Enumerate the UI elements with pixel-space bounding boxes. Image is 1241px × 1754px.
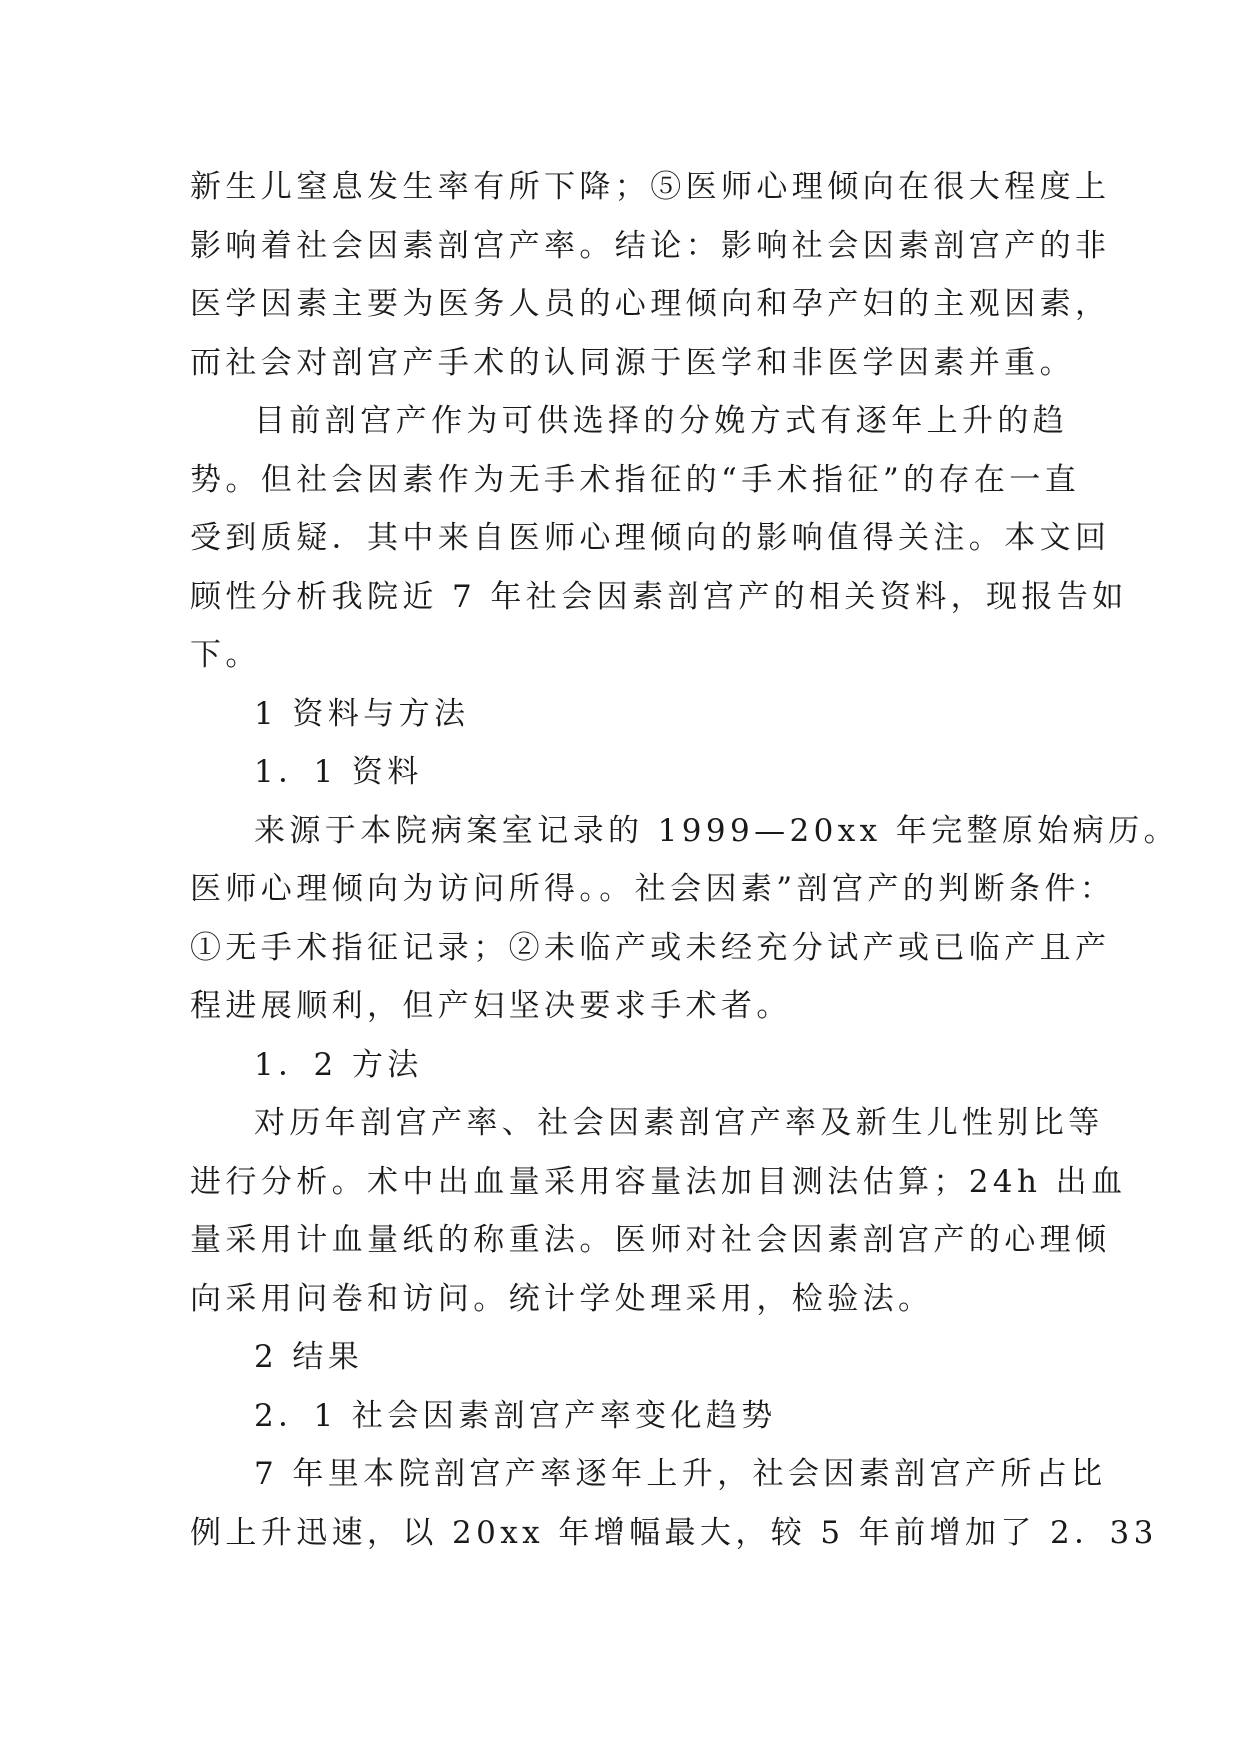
- text-line: 医学因素主要为医务人员的心理倾向和孕产妇的主观因素，: [190, 286, 1111, 322]
- text-line: 顾性分析我院近 7 年社会因素剖宫产的相关资料，现报告如: [190, 578, 1128, 615]
- text-line: 程进展顺利，但产妇坚决要求手术者。: [190, 988, 792, 1024]
- paragraph-first-line: 对历年剖宫产率、社会因素剖宫产率及新生儿性别比等: [254, 1105, 1104, 1141]
- text-line: 影响着社会因素剖宫产率。结论：影响社会因素剖宫产的非: [190, 227, 1111, 264]
- text-line: 医师心理倾向为访问所得。。社会因素”剖宫产的判断条件：: [190, 871, 1116, 907]
- text-line: 下。: [190, 637, 261, 673]
- text-line: 量采用计血量纸的称重法。医师对社会因素剖宫产的心理倾: [190, 1222, 1111, 1258]
- subsection-heading: 1．2 方法: [254, 1046, 423, 1083]
- text-line: ①无手术指征记录；②未临产或未经充分试产或已临产且产: [190, 929, 1111, 966]
- paragraph-first-line: 来源于本院病案室记录的 1999—20xx 年完整原始病历。: [254, 812, 1180, 849]
- text-line: 进行分析。术中出血量采用容量法加目测法估算；24h 出血: [190, 1163, 1127, 1200]
- paragraph-first-line: 7 年里本院剖宫产率逐年上升，社会因素剖宫产所占比: [254, 1456, 1107, 1492]
- section-heading: 2 结果: [254, 1339, 364, 1375]
- subsection-heading: 2．1 社会因素剖宫产率变化趋势: [254, 1397, 777, 1434]
- text-line: 而社会对剖宫产手术的认同源于医学和非医学因素并重。: [190, 344, 1075, 381]
- text-line: 例上升迅速，以 20xx 年增幅最大，较 5 年前增加了 2．33: [190, 1514, 1158, 1551]
- text-line: 受到质疑．其中来自医师心理倾向的影响值得关注。本文回: [190, 520, 1111, 556]
- subsection-heading: 1．1 资料: [254, 754, 423, 790]
- text-line: 势。但社会因素作为无手术指征的“手术指征”的存在一直: [190, 461, 1081, 498]
- text-line: 新生儿窒息发生率有所下降；⑤医师心理倾向在很大程度上: [190, 169, 1111, 205]
- document-body: [190, 158, 1180, 1562]
- paragraph-first-line: 目前剖宫产作为可供选择的分娩方式有逐年上升的趋: [254, 403, 1069, 439]
- section-heading: 1 资料与方法: [254, 695, 470, 732]
- text-line: 向采用问卷和访问。统计学处理采用，检验法。: [190, 1280, 934, 1317]
